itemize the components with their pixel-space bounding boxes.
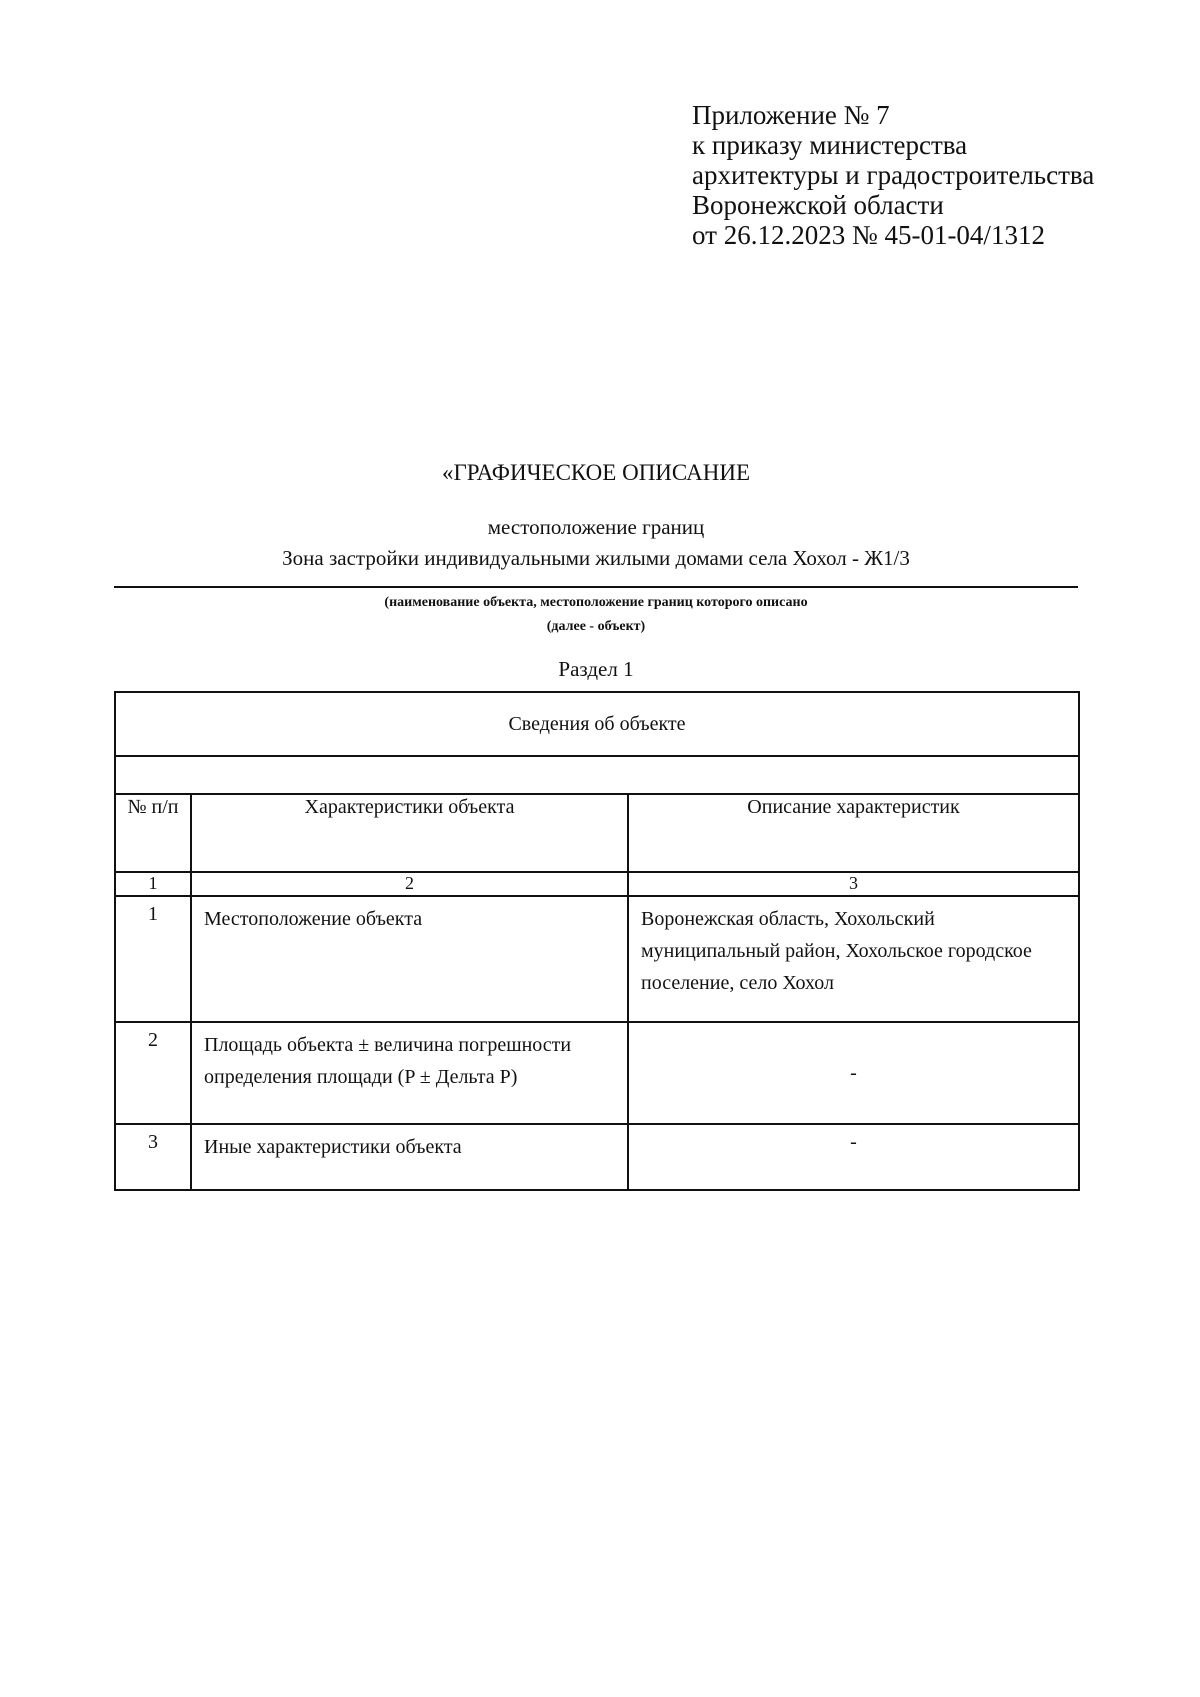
table-row xyxy=(115,1124,1079,1190)
column-header-characteristic: Характеристики объекта xyxy=(191,794,628,872)
column-number: 1 xyxy=(115,872,191,896)
column-number: 2 xyxy=(191,872,628,896)
appendix-line: Приложение № 7 xyxy=(692,100,890,130)
column-header-num: № п/п xyxy=(115,794,191,872)
row-characteristic: Площадь объекта ± величина погрешности определения площади (P ± Дельта P) xyxy=(191,1022,628,1124)
column-header-description: Описание характеристик xyxy=(628,794,1079,872)
row-characteristic: Иные характеристики объекта xyxy=(191,1124,628,1190)
row-description: - xyxy=(628,1022,1079,1124)
document-subtitle: местоположение границ xyxy=(487,515,705,539)
object-name-note-2: (далее - объект) xyxy=(546,619,646,634)
column-number: 3 xyxy=(628,872,1079,896)
object-name-note: (наименование объекта, местоположение границ которого описано xyxy=(384,595,808,610)
object-name: Зона застройки индивидуальными жилыми домами села Хохол - Ж1/3 xyxy=(282,546,910,570)
row-description: Воронежская область, Хохольский муниципальный район, Хохольское городское поселение, село Хохол xyxy=(628,896,1079,1022)
underline-divider xyxy=(114,586,1078,588)
table-header-row xyxy=(115,794,1079,872)
column-number-row xyxy=(115,872,1079,896)
appendix-line: Воронежской области xyxy=(692,190,944,220)
appendix-line: к приказу министерства xyxy=(692,130,968,160)
object-info-table xyxy=(114,691,1080,1191)
table-caption: Сведения об объекте xyxy=(115,692,1079,756)
appendix-block xyxy=(692,100,1162,250)
appendix-line: от 26.12.2023 № 45-01-04/1312 xyxy=(692,220,1045,250)
row-number: 1 xyxy=(115,896,191,1022)
row-description: - xyxy=(628,1124,1079,1190)
table-row xyxy=(115,1022,1079,1124)
row-characteristic: Местоположение объекта xyxy=(191,896,628,1022)
section-heading: Раздел 1 xyxy=(558,657,634,681)
table-blank-row xyxy=(115,756,1079,794)
table-row xyxy=(115,896,1079,1022)
row-number: 2 xyxy=(115,1022,191,1124)
row-number: 3 xyxy=(115,1124,191,1190)
appendix-line: архитектуры и градостроительства xyxy=(692,160,1095,190)
document-title: «ГРАФИЧЕСКОЕ ОПИСАНИЕ xyxy=(441,460,750,485)
